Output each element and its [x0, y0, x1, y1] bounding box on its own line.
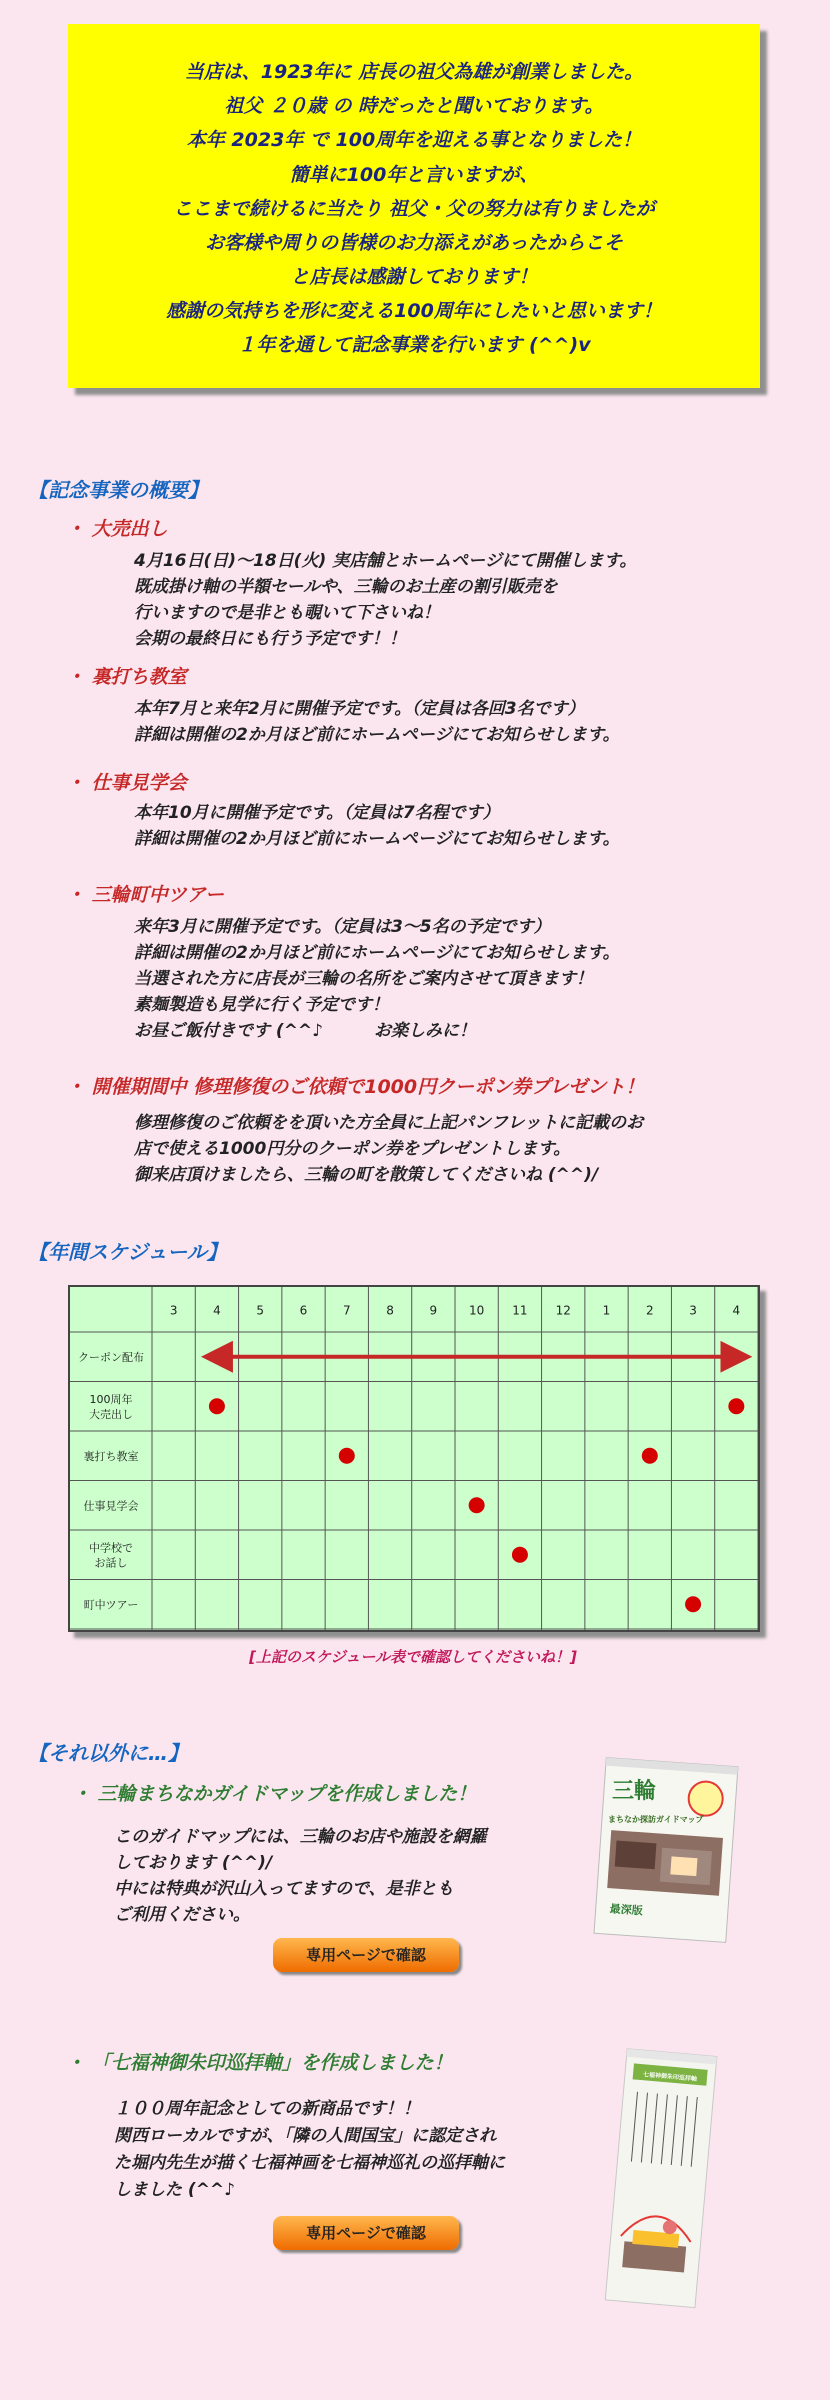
- month-header: 11: [512, 1303, 528, 1318]
- overview-item-line: 既成掛け軸の半額セールや、三輪のお土産の割引販売を: [134, 577, 558, 597]
- other-item-title: ・ 「七福神御朱印巡拝軸」を作成しました！: [66, 2052, 453, 2074]
- month-header: 8: [386, 1303, 394, 1318]
- other-heading: 【それ以外に…】: [28, 1741, 188, 1765]
- overview-item-line: 本年7月と来年2月に開催予定です。（定員は各回3名です）: [134, 699, 585, 719]
- other-item-line: しました (^^♪: [114, 2180, 236, 2200]
- other-item-line: ご利用ください。: [114, 1905, 250, 1925]
- overview-item-line: 修理修復のご依頼をを頂いた方全員に上記パンフレットに記載のお: [134, 1113, 644, 1133]
- month-header: 2: [645, 1303, 654, 1318]
- intro-line: と店長は感謝しております！: [290, 266, 538, 288]
- row-label: 裏打ち教室: [83, 1449, 139, 1463]
- row-label: 仕事見学会: [83, 1499, 139, 1513]
- overview-item-line: 素麺製造も見学に行く予定です！: [134, 995, 389, 1015]
- overview-item-line: 来年3月に開催予定です。（定員は3～5名の予定です）: [134, 917, 551, 937]
- event-marker: [685, 1596, 701, 1612]
- guide-map-image: [586, 1752, 746, 1948]
- month-header: 12: [555, 1303, 571, 1318]
- intro-box: [68, 24, 760, 388]
- scroll-product-image: [594, 2044, 724, 2314]
- intro-line: 感謝の気持ちを形に変える100周年にしたいと思います！: [166, 300, 662, 322]
- scroll-package-icon: [594, 2044, 724, 2314]
- month-header: 7: [342, 1303, 351, 1318]
- intro-line: 簡単に100年と言いますが、: [289, 164, 539, 186]
- month-header: 10: [469, 1303, 485, 1318]
- event-marker: [728, 1398, 744, 1414]
- row-label: 100周年: [89, 1392, 133, 1406]
- overview-item-title: ・ 大売出し: [66, 518, 168, 540]
- schedule-caption: [上記のスケジュール表で確認してくださいね！]: [249, 1648, 577, 1666]
- month-header: 4: [213, 1303, 221, 1318]
- row-label: 大売出し: [89, 1407, 133, 1421]
- row-label: お話し: [94, 1556, 128, 1570]
- overview-item-line: 本年10月に開催予定です。（定員は7名程です）: [134, 803, 500, 823]
- event-marker: [642, 1448, 658, 1464]
- overview-item-title: ・ 仕事見学会: [66, 772, 187, 794]
- intro-line: お客様や周りの皆様のお力添えがあったからこそ: [205, 232, 623, 254]
- overview-item-line: 詳細は開催の2か月ほど前にホームページにてお知らせします。: [134, 725, 620, 745]
- event-marker: [209, 1398, 225, 1414]
- other-item-line: このガイドマップには、三輪のお店や施設を網羅: [114, 1827, 487, 1847]
- intro-line: ここまで続けるに当たり 祖父・父の努力は有りましたが: [173, 198, 655, 220]
- other-item-line: １００周年記念としての新商品です！！: [114, 2099, 420, 2119]
- other-item-line: 中には特典が沢山入ってますので、是非とも: [114, 1879, 454, 1899]
- svg-text:七福神御朱印巡拝軸: 七福神御朱印巡拝軸: [642, 2071, 698, 2083]
- overview-item-line: 会期の最終日にも行う予定です！！: [134, 629, 406, 649]
- overview-item-line: 店で使える1000円分のクーポン券をプレゼントします。: [134, 1139, 571, 1159]
- event-marker: [512, 1547, 528, 1563]
- month-header: 5: [256, 1303, 265, 1318]
- event-marker: [339, 1448, 355, 1464]
- other-item-title: ・ 三輪まちなかガイドマップを作成しました！: [72, 1783, 477, 1805]
- month-header: 3: [169, 1303, 178, 1318]
- overview-item-line: 御来店頂けましたら、三輪の町を散策してくださいね (^^)/: [134, 1165, 599, 1185]
- row-label: 中学校で: [89, 1541, 133, 1555]
- schedule-table: [68, 1285, 760, 1632]
- guide-map-brochure-icon: [586, 1752, 746, 1948]
- svg-text:三輪: 三輪: [612, 1779, 657, 1804]
- schedule-heading: 【年間スケジュール】: [28, 1240, 227, 1264]
- overview-item-line: 当選された方に店長が三輪の名所をご案内させて頂きます！: [134, 969, 593, 989]
- month-header: 4: [732, 1303, 741, 1318]
- other-item-line: た堀内先生が描く七福神画を七福神巡礼の巡拝軸に: [114, 2153, 505, 2173]
- overview-item-line: 詳細は開催の2か月ほど前にホームページにてお知らせします。: [134, 943, 620, 963]
- svg-text:最深版: 最深版: [609, 1902, 644, 1918]
- intro-line: 本年 2023年 で 100周年を迎える事となりました！: [186, 129, 642, 151]
- month-header: 6: [299, 1303, 308, 1318]
- row-label: 町中ツアー: [83, 1598, 139, 1612]
- month-header: 3: [689, 1303, 697, 1318]
- shichifukujin-page-button[interactable]: 専用ページで確認: [273, 2216, 459, 2250]
- guide-map-page-button[interactable]: 専用ページで確認: [273, 1938, 459, 1972]
- overview-item-line: 4月16日(日)～18日(火) 実店舗とホームページにて開催します。: [134, 551, 637, 571]
- svg-text:まちなか探訪ガイドマップ: まちなか探訪ガイドマップ: [608, 1815, 704, 1824]
- overview-item-title: ・ 三輪町中ツアー: [66, 884, 225, 906]
- intro-line: 当店は、1923年に 店長の祖父為雄が創業しました。: [184, 61, 644, 83]
- other-item-line: 関西ローカルですが、「隣の人間国宝」に認定され: [114, 2126, 497, 2146]
- month-header: 9: [429, 1303, 438, 1318]
- month-header: 1: [602, 1303, 611, 1318]
- overview-heading: 【記念事業の概要】: [28, 478, 208, 502]
- overview-item-line: お昼ご飯付きです (^^♪ お楽しみに！: [134, 1021, 477, 1041]
- other-item-line: しております (^^)/: [114, 1853, 273, 1873]
- overview-item-title: ・ 開催期間中 修理修復のご依頼で1000円クーポン券プレゼント！: [66, 1076, 645, 1098]
- overview-item-title: ・ 裏打ち教室: [66, 666, 187, 688]
- intro-line: 祖父 ２０歳 の 時だったと聞いております。: [224, 95, 604, 117]
- intro-line: １年を通して記念事業を行います (^^)v: [237, 334, 591, 356]
- overview-item-line: 行いますので是非とも覗いて下さいね！: [134, 603, 440, 623]
- event-marker: [469, 1497, 485, 1513]
- overview-item-line: 詳細は開催の2か月ほど前にホームページにてお知らせします。: [134, 829, 620, 849]
- schedule-grid: [70, 1287, 758, 1630]
- row-label: クーポン配布: [78, 1350, 144, 1364]
